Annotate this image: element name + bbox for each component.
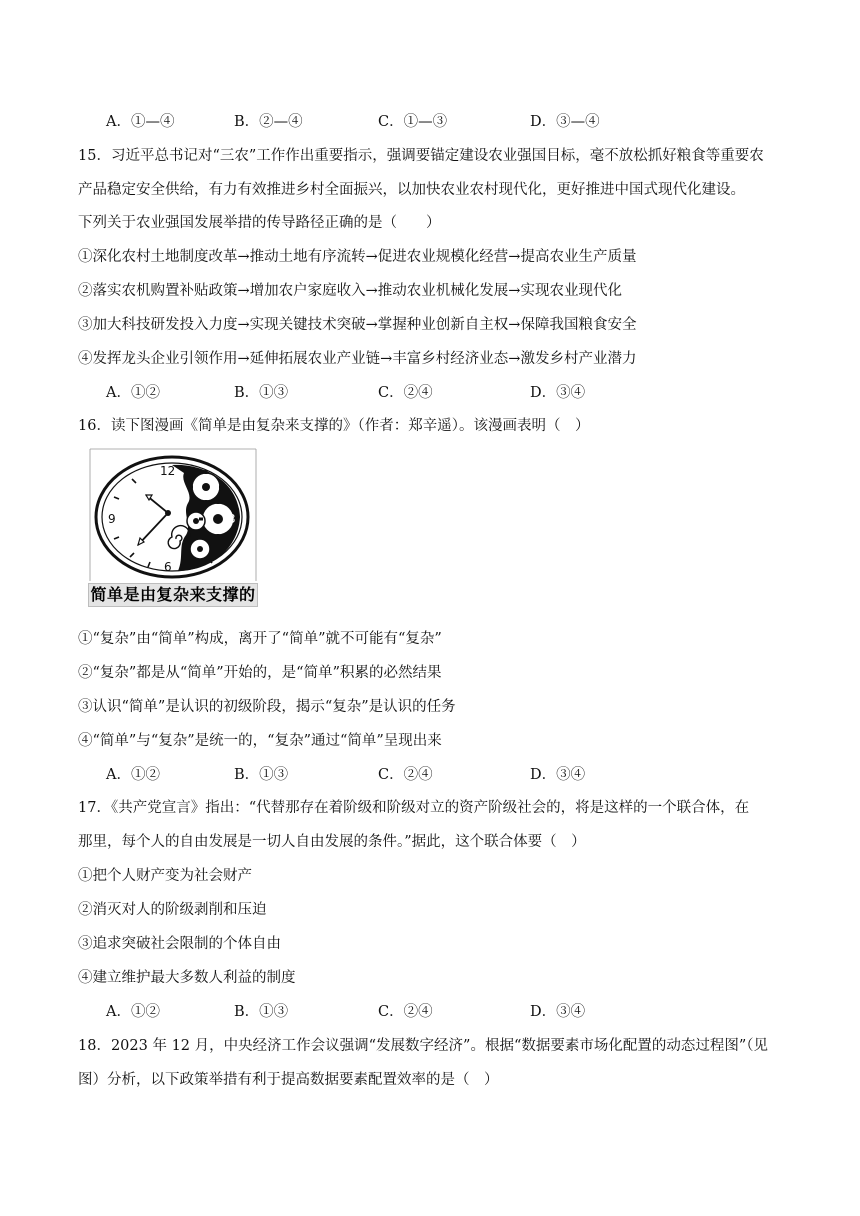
q16-item-3: ③认识“简单”是认识的初级阶段，揭示“复杂”是认识的任务 [78, 699, 456, 715]
q17-option-c: C．②④ [378, 1004, 433, 1020]
q15-item-3: ③加大科技研发投入力度→实现关键技术突破→掌握种业创新自主权→保障我国粮食安全 [78, 317, 637, 333]
q15-item-2: ②落实农机购置补贴政策→增加农户家庭收入→推动农业机械化发展→实现农业现代化 [78, 283, 622, 299]
q15-stem-line-2: 产品稳定安全供给，有力有效推进乡村全面振兴，以加快农业农村现代化，更好推进中国式现代化建设。 [78, 182, 745, 198]
q15-option-d: D．③④ [530, 385, 586, 401]
q17-item-3: ③追求突破社会限制的个体自由 [78, 936, 281, 952]
q16-option-c: C．②④ [378, 767, 433, 783]
q15-stem-line-3: 下列关于农业强国发展举措的传导路径正确的是（ ） [78, 215, 441, 231]
cartoon-caption: 简单是由复杂来支撑的 [88, 583, 258, 607]
q16-option-b: B．①③ [234, 767, 289, 783]
q15-item-4: ④发挥龙头企业引领作用→延伸拓展农业产业链→丰富乡村经济业态→激发乡村产业潜力 [78, 351, 637, 367]
cartoon-figure [88, 447, 258, 609]
q15-option-c: C．②④ [378, 385, 433, 401]
q17-stem-line-2: 那里，每个人的自由发展是一切人自由发展的条件。”据此，这个联合体要（ ） [78, 834, 586, 850]
q17-stem-line-1: 17．《共产党宣言》指出：“代替那存在着阶级和阶级对立的资产阶级社会的，将是这样的一个联合体，在 [78, 800, 750, 816]
clock-numeral-9: 9 [108, 512, 116, 526]
clock-numeral-12: 12 [160, 464, 176, 478]
q17-option-a: A．①② [106, 1004, 160, 1020]
q16-option-d: D．③④ [530, 767, 586, 783]
clock-cartoon-image [88, 447, 258, 583]
q14-option-a: A．①—④ [106, 114, 175, 130]
q15-item-1: ①深化农村土地制度改革→推动土地有序流转→促进农业规模化经营→提高农业生产质量 [78, 249, 637, 265]
q15-option-a: A．①② [106, 385, 160, 401]
q16-stem: 16．读下图漫画《简单是由复杂来支撑的》（作者：郑辛遥）。该漫画表明（ ） [78, 418, 590, 434]
q15-stem-line-1: 15．习近平总书记对“三农”工作作出重要指示，强调要锚定建设农业强国目标，毫不放松抓好粮食等重要农 [78, 148, 764, 164]
q17-option-d: D．③④ [530, 1004, 586, 1020]
q16-item-4: ④“简单”与“复杂”是统一的，“复杂”通过“简单”呈现出来 [78, 733, 442, 749]
q16-item-2: ②“复杂”都是从“简单”开始的，是“简单”积累的必然结果 [78, 665, 442, 681]
q18-stem-line-2: 图）分析，以下政策举措有利于提高数据要素配置效率的是（ ） [78, 1072, 499, 1088]
q15-option-b: B．①③ [234, 385, 289, 401]
q17-item-2: ②消灭对人的阶级剥削和压迫 [78, 902, 267, 918]
q14-option-c: C．①—③ [378, 114, 448, 130]
q14-option-d: D．③—④ [530, 114, 600, 130]
q16-option-a: A．①② [106, 767, 160, 783]
q17-option-b: B．①③ [234, 1004, 289, 1020]
q16-item-1: ①“复杂”由“简单”构成，离开了“简单”就不可能有“复杂” [78, 631, 442, 647]
clock-numeral-3: 3 [228, 512, 236, 526]
q17-item-1: ①把个人财产变为社会财产 [78, 868, 252, 884]
q14-option-b: B．②—④ [234, 114, 303, 130]
q17-item-4: ④建立维护最大多数人利益的制度 [78, 970, 296, 986]
clock-numeral-6: 6 [164, 560, 172, 574]
q18-stem-line-1: 18．2023 年 12 月，中央经济工作会议强调“发展数字经济”。根据“数据要素市场化配置的动态过程图”（见 [78, 1038, 769, 1054]
